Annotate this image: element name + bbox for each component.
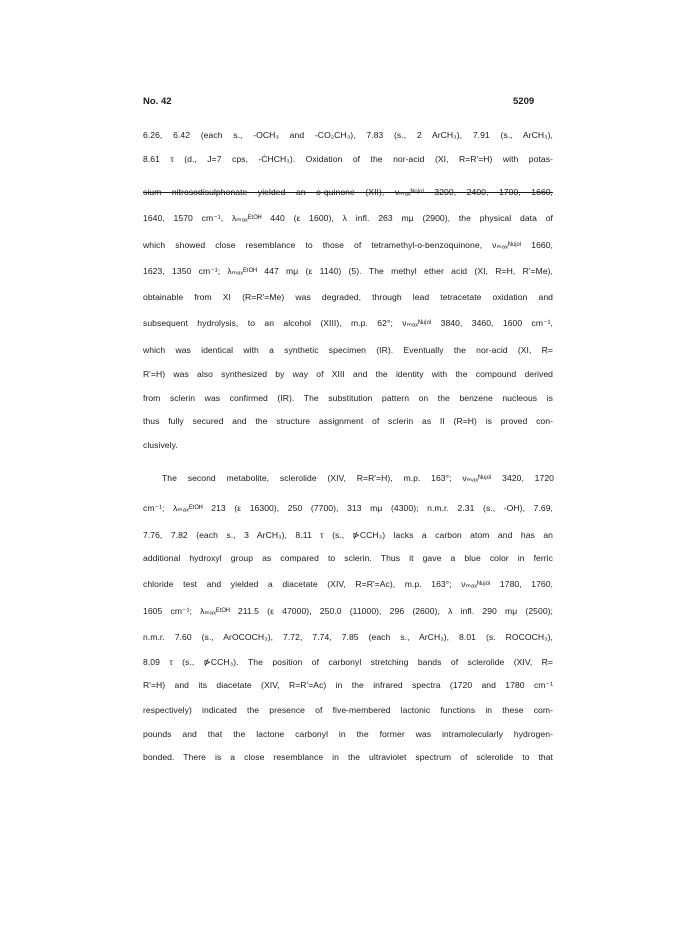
text-line: pounds and that the lactone carbonyl in the former was intramolecularly hydrogen- <box>143 729 553 739</box>
text-line: R'=H) and its diacetate (XIV, R=R'=Ac) in the infrared spectra (1720 and 1780 cm⁻¹ <box>143 680 553 690</box>
text-line: bonded. There is a close resemblance in the ultraviolet spectrum of sclerolide to that <box>143 752 553 762</box>
text-line: which was identical with a synthetic specimen (IR). Eventually the nor-acid (XI, R= <box>143 345 553 355</box>
running-header-left: No. 42 <box>143 96 172 107</box>
text-line: additional hydroxyl group as compared to sclerin. Thus it gave a blue color in ferric <box>143 553 553 563</box>
text-line: The second metabolite, sclerolide (XIV, R=R'=H), m.p. 163°; νₘₐₓᴺᵘʲᵒˡ 3420, 1720 <box>162 473 554 483</box>
text-line: sium nitrosodisulphonate yielded an o-quinone (XII), νₘₐₓᴺᵘʲᵒˡ 3200, 2400, 1700, 1660, <box>143 187 553 197</box>
text-line: respectively) indicated the presence of five-membered lactonic functions in these com- <box>143 705 553 715</box>
text-line: 7.76, 7.82 (each s., 3 ArCH₃), 8.11 τ (s., ⋫CCH₃) lacks a carbon atom and has an <box>143 530 553 540</box>
text-line: thus fully secured and the structure assignment of sclerin as II (R=H) is proved con- <box>143 416 553 426</box>
text-line: n.m.r. 7.60 (s., ArOCOCH₃), 7.72, 7.74, 7.85 (each s., ArCH₃), 8.01 (s. ROCOCH₃), <box>143 632 553 642</box>
text-line: 1640, 1570 cm⁻¹, λₘₐₓᴱᵗᴼᴴ 440 (ε 1600), λ infl. 263 mμ (2900), the physical data of <box>143 213 553 223</box>
text-line: clusively. <box>143 440 178 450</box>
text-line: cm⁻¹; λₘₐₓᴱᵗᴼᴴ 213 (ε 16300), 250 (7700), 313 mμ (4300); n.m.r. 2.31 (s., -OH), 7.69, <box>143 503 553 513</box>
text-line: chloride test and yielded a diacetate (XIV, R=R'=Ac), m.p. 163°; νₘₐₓᴺᵘʲᵒˡ 1780, 1760, <box>143 579 553 589</box>
text-line: obtainable from XI (R=R'=Me) was degraded, through lead tetracetate oxidation and <box>143 292 553 302</box>
text-line: which showed close resemblance to those of tetramethyl-o-benzoquinone, νₘₐₓᴺᵘʲᵒˡ 1660, <box>143 240 553 250</box>
text-line: 8.61 τ (d., J=7 cps, -ĊHCH₃). Oxidation of the nor-acid (XI, R=R'=H) with potas- <box>143 154 553 164</box>
text-line: subsequent hydrolysis, to an alcohol (XIII), m.p. 62°; νₘₐₓᴺᵘʲᵒˡ 3840, 3460, 1600 cm⁻¹, <box>143 318 553 328</box>
text-line: 1623, 1350 cm⁻¹; λₘₐₓᴱᵗᴼᴴ 447 mμ (ε 1140) (5). The methyl ether acid (XI, R=H, R'=Me), <box>143 266 553 276</box>
text-line: from sclerin was confirmed (IR). The substitution pattern on the benzene nucleous is <box>143 393 553 403</box>
page-number: 5209 <box>513 96 535 107</box>
text-line: 8.09 τ (s., ⋫CCH₃). The position of carbonyl stretching bands of sclerolide (XIV, R= <box>143 657 553 667</box>
text-line: R'=H) was also synthesized by way of XIII and the identity with the compound derived <box>143 369 553 379</box>
text-line: 6.26, 6.42 (each s., -OCH₃ and -CO₂CH₃), 7.83 (s., 2 ArCH₃), 7.91 (s., ArCH₃), <box>143 130 553 140</box>
text-line: 1605 cm⁻¹; λₘₐₓᴱᵗᴼᴴ 211.5 (ε 47000), 250.0 (11000), 296 (2600), λ infl. 290 mμ (2500); <box>143 606 553 616</box>
